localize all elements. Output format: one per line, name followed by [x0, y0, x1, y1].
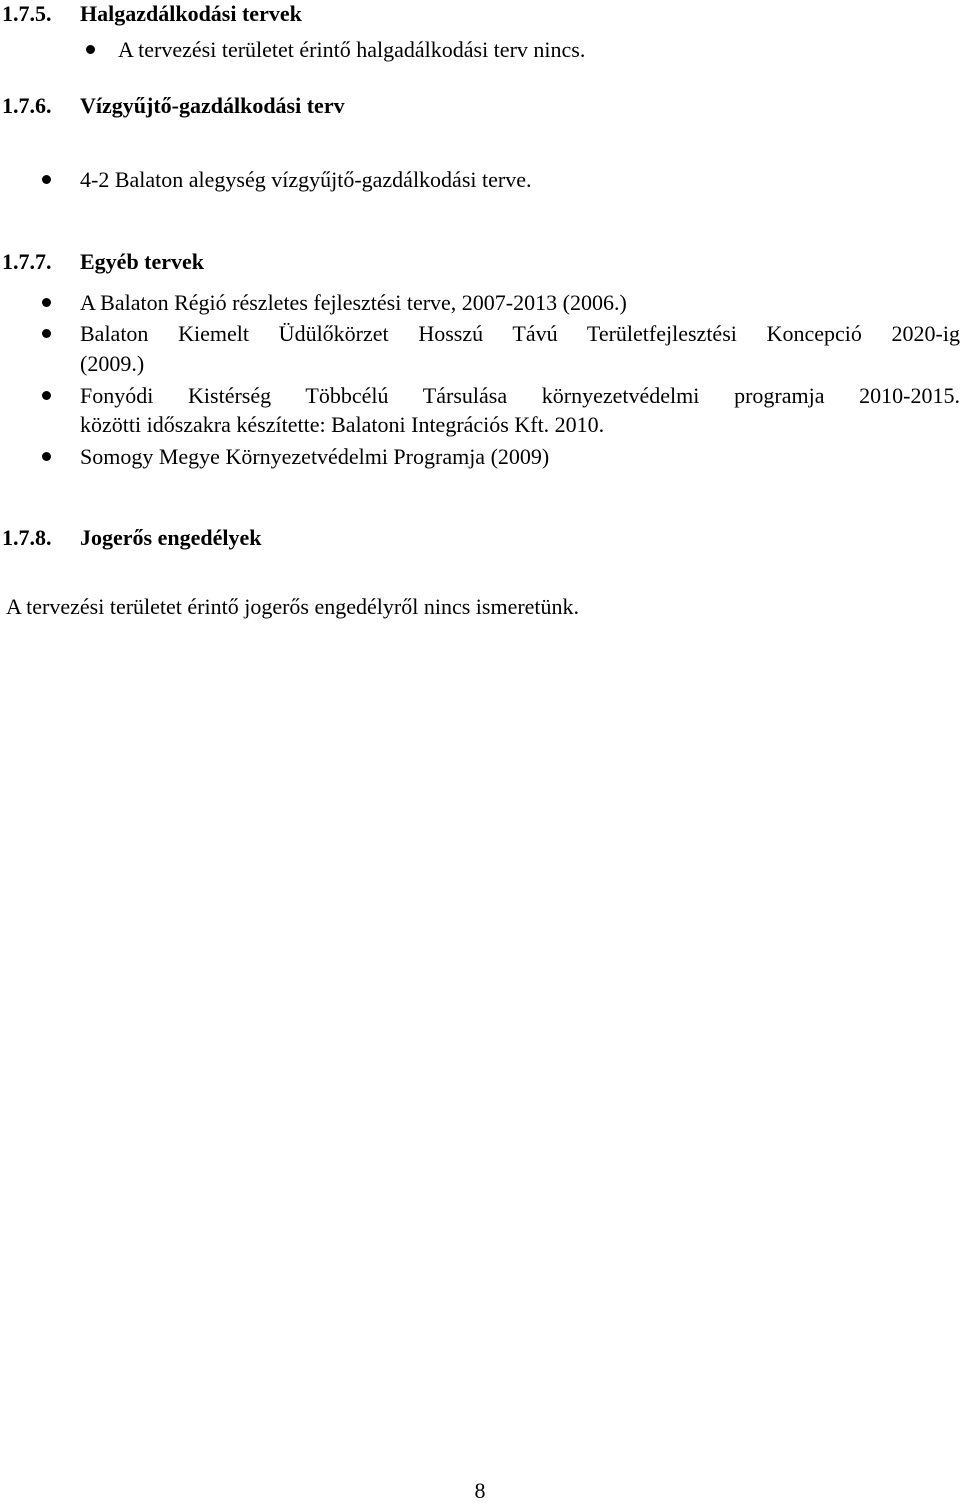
- list-item: 4-2 Balaton alegység vízgyűjtő-gazdálkodási terve.: [80, 167, 532, 192]
- list-item-line: Fonyódi Kistérség Többcélú Társulása környezetvédelmi programja 2010-2015.: [80, 383, 960, 408]
- list-item-line: (2009.): [80, 351, 145, 376]
- bullet-icon: [42, 329, 51, 338]
- section-number: 1.7.5.: [2, 1, 52, 26]
- list-item: A tervezési területet érintő halgadálkodási terv nincs.: [118, 37, 586, 62]
- list-item-line: Balaton Kiemelt Üdülőkörzet Hosszú Távú Területfejlesztési Koncepció 2020-ig: [80, 321, 960, 346]
- section-heading: Jogerős engedélyek: [80, 525, 262, 550]
- section-heading: Halgazdálkodási tervek: [80, 1, 302, 26]
- list-item-line: közötti időszakra készítette: Balatoni Integrációs Kft. 2010.: [80, 412, 605, 437]
- list-item: A Balaton Régió részletes fejlesztési terve, 2007-2013 (2006.): [80, 290, 627, 315]
- bullet-icon: [86, 45, 95, 54]
- bullet-icon: [42, 452, 51, 461]
- section-number: 1.7.6.: [2, 93, 52, 118]
- bullet-icon: [42, 391, 51, 400]
- section-heading: Vízgyűjtő-gazdálkodási terv: [80, 93, 345, 118]
- page-number: 8: [474, 1478, 486, 1503]
- section-heading: Egyéb tervek: [80, 249, 205, 274]
- bullet-icon: [42, 175, 51, 184]
- section-number: 1.7.8.: [2, 525, 52, 550]
- bullet-icon: [42, 298, 51, 307]
- list-item: Somogy Megye Környezetvédelmi Programja (2009): [80, 444, 550, 469]
- paragraph: A tervezési területet érintő jogerős engedélyről nincs ismeretünk.: [6, 594, 580, 619]
- section-number: 1.7.7.: [2, 249, 52, 274]
